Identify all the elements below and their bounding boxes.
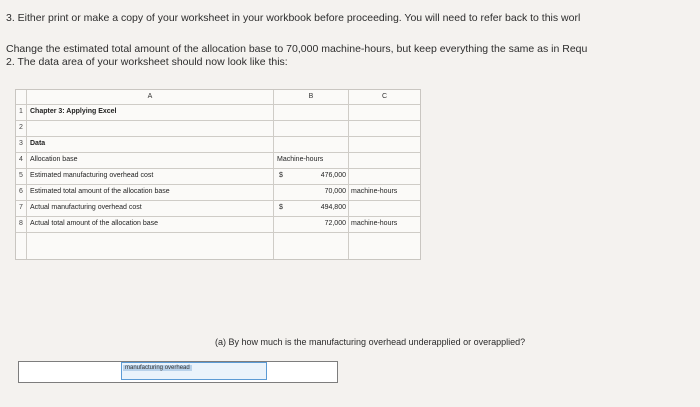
- grid-line: [16, 216, 420, 217]
- cell-a5: Estimated manufacturing overhead cost: [30, 172, 154, 179]
- cell-a7: Actual manufacturing overhead cost: [30, 204, 142, 211]
- grid-line: [16, 200, 420, 201]
- cell-b6: 70,000: [324, 188, 346, 195]
- row-number: 1: [19, 108, 23, 115]
- grid-line: [16, 136, 420, 137]
- grid-line: [16, 152, 420, 153]
- dropdown-field[interactable]: [121, 362, 267, 380]
- row-number: 8: [19, 220, 23, 227]
- grid-line: [16, 168, 420, 169]
- column-header-c: C: [381, 93, 388, 100]
- dollar-sign: $: [279, 172, 283, 179]
- row-number: 5: [19, 172, 23, 179]
- row-number: 3: [19, 140, 23, 147]
- instruction-change: Change the estimated total amount of the allocation base to 70,000 machine-hours, but keep everything the same as in Requ: [6, 43, 588, 55]
- under-over-dropdown[interactable]: [121, 362, 267, 380]
- grid-line: [16, 184, 420, 185]
- cell-b7: 494,800: [320, 204, 346, 211]
- row-number: 2: [19, 124, 23, 131]
- cell-a4: Allocation base: [30, 156, 78, 163]
- grid-line: [16, 232, 420, 233]
- cell-b5: 476,000: [320, 172, 346, 179]
- grid-line: [348, 90, 349, 259]
- row-number: 7: [19, 204, 23, 211]
- column-header-b: B: [308, 93, 314, 100]
- cell-b8: 72,000: [324, 220, 346, 227]
- grid-line: [16, 104, 420, 105]
- row-number: 4: [19, 156, 23, 163]
- cell-c8: machine-hours: [351, 220, 398, 227]
- cell-a3: Data: [30, 140, 46, 147]
- row-number: 6: [19, 188, 23, 195]
- dropdown-selected-label: manufacturing overhead: [125, 365, 190, 371]
- spreadsheet-image: [15, 89, 421, 260]
- cell-a1: Chapter 3: Applying Excel: [30, 108, 117, 115]
- cell-c6: machine-hours: [351, 188, 398, 195]
- grid-line: [16, 120, 420, 121]
- instruction-data-area: 2. The data area of your worksheet should now look like this:: [6, 56, 288, 68]
- dollar-sign: $: [279, 204, 283, 211]
- question-text: (a) By how much is the manufacturing overhead underapplied or overapplied?: [215, 337, 526, 347]
- instruction-step-3: 3. Either print or make a copy of your worksheet in your workbook before proceeding. You will need to refer back to this worl: [6, 12, 581, 24]
- grid-line: [26, 90, 27, 259]
- cell-a6: Estimated total amount of the allocation base: [30, 188, 170, 195]
- cell-b4: Machine-hours: [277, 156, 324, 163]
- column-header-a: A: [147, 93, 153, 100]
- grid-line: [273, 90, 274, 259]
- cell-a8: Actual total amount of the allocation base: [30, 220, 159, 227]
